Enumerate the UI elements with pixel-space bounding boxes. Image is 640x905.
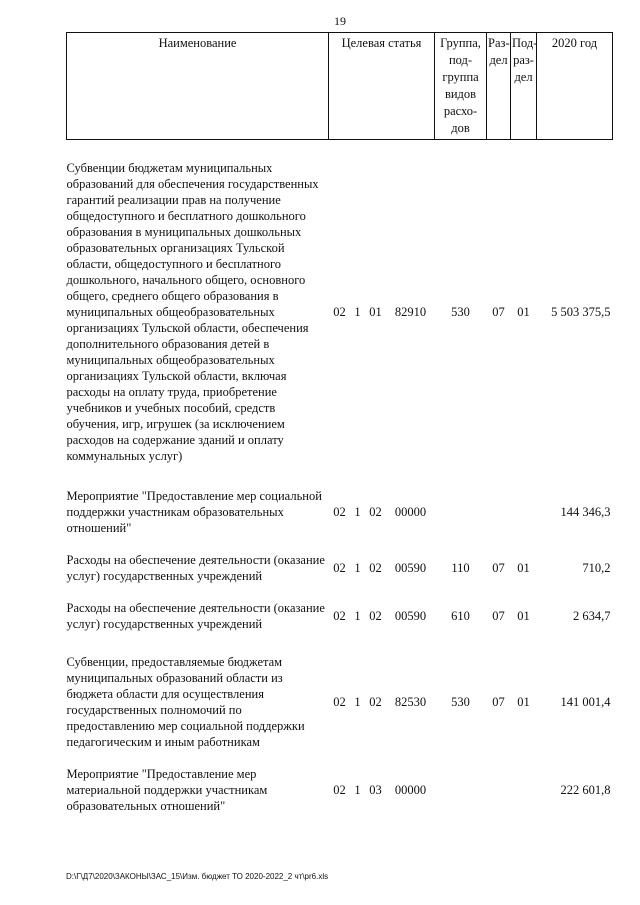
row-target-program: 02	[333, 783, 346, 797]
row-group: 530	[451, 695, 470, 709]
row-amount: 2 634,7	[573, 609, 611, 623]
row-section	[487, 488, 511, 536]
row-name: Субвенции, предоставляемые бюджетам муниципальных образований области из бюджета области для осуществления государственных полномочий по предоставлению мер социальной поддержки педагогическим и иным работникам	[66, 655, 305, 749]
row-target-program: 02	[333, 505, 346, 519]
row-target-program: 02	[333, 561, 346, 575]
header-subsection: Под-раз-дел	[511, 33, 537, 140]
row-amount: 222 601,8	[560, 783, 611, 797]
row-amount: 5 503 375,5	[551, 305, 611, 319]
row-group: 610	[451, 609, 470, 623]
row-target-program: 02	[333, 305, 346, 319]
row-group	[435, 766, 487, 814]
row-target-direction: 00000	[394, 783, 427, 797]
footer-file-path: D:\Г\Д7\2020\ЗАКОНЫ\ЗАС_15\Изм. бюджет ТО 2020-2022_2 чт\pr6.xls	[66, 872, 329, 881]
row-section	[487, 766, 511, 814]
table-row	[67, 654, 613, 750]
row-name: Расходы на обеспечение деятельности (оказание услуг) государственных учреждений	[66, 553, 325, 583]
row-subsection: 01	[517, 609, 530, 623]
row-target-activity: 02	[369, 609, 382, 623]
row-target-subprogram: 1	[354, 695, 361, 709]
budget-table	[66, 32, 613, 814]
row-section: 07	[492, 609, 505, 623]
row-amount: 144 346,3	[560, 505, 611, 519]
row-target-subprogram: 1	[354, 505, 361, 519]
row-target-direction: 00590	[394, 609, 427, 623]
row-subsection: 01	[517, 695, 530, 709]
row-group: 110	[451, 561, 470, 575]
row-amount: 141 001,4	[560, 695, 611, 709]
table-row	[67, 766, 613, 814]
row-amount: 710,2	[582, 561, 611, 575]
row-target-activity: 01	[369, 305, 382, 319]
row-section: 07	[492, 695, 505, 709]
row-subsection: 01	[517, 561, 530, 575]
row-subsection: 01	[517, 305, 530, 319]
header-row	[67, 33, 613, 140]
table-row	[67, 488, 613, 536]
row-subsection	[511, 488, 537, 536]
row-section: 07	[492, 561, 505, 575]
row-group	[435, 488, 487, 536]
row-name: Расходы на обеспечение деятельности (оказание услуг) государственных учреждений	[66, 601, 325, 631]
row-name: Мероприятие "Предоставление мер социальной поддержки участникам образовательных отношений"	[66, 489, 322, 535]
row-target-activity: 03	[369, 783, 382, 797]
row-section: 07	[492, 305, 505, 319]
row-target-program: 02	[333, 695, 346, 709]
header-group: Группа, под-группа видов расхо-дов	[435, 33, 487, 140]
header-target-article: Целевая статья	[329, 33, 435, 140]
row-target-subprogram: 1	[354, 783, 361, 797]
row-target-direction: 82910	[394, 305, 427, 319]
row-target-subprogram: 1	[354, 561, 361, 575]
row-name: Субвенции бюджетам муниципальных образований для обеспечения государственных гарантий реализации прав на получение общедоступного и бесплатного дошкольного образования в муниципальных дошкольных образовательных организациях Тульской области, общедоступного и бесплатного дошкольного, начального общего, основного общего, среднего общего образования в муниципальных общеобразовательных организациях Тульской области, обеспечения дополнительного образования детей в муниципальных общеобразовательных организациях Тульской области, включая расходы на оплату труда, приобретение учебников и учебных пособий, средств обучения, игр, игрушек (за исключением расходов на содержание зданий и оплату коммунальных услуг)	[66, 161, 319, 463]
header-section: Раз-дел	[487, 33, 511, 140]
row-target-direction: 00590	[394, 561, 427, 575]
row-name: Мероприятие "Предоставление мер материальной поддержки участникам образовательных отношений"	[66, 767, 268, 813]
header-name: Наименование	[67, 33, 329, 140]
row-target-direction: 00000	[394, 505, 427, 519]
row-target-subprogram: 1	[354, 305, 361, 319]
row-target-program: 02	[333, 609, 346, 623]
row-subsection	[511, 766, 537, 814]
table-row	[67, 600, 613, 632]
row-target-direction: 82530	[394, 695, 427, 709]
row-group: 530	[451, 305, 470, 319]
table-row	[67, 160, 613, 464]
row-target-activity: 02	[369, 505, 382, 519]
table-row	[67, 552, 613, 584]
page-number: 19	[334, 14, 346, 28]
row-target-activity: 02	[369, 695, 382, 709]
row-target-activity: 02	[369, 561, 382, 575]
row-target-subprogram: 1	[354, 609, 361, 623]
header-year: 2020 год	[537, 33, 613, 140]
